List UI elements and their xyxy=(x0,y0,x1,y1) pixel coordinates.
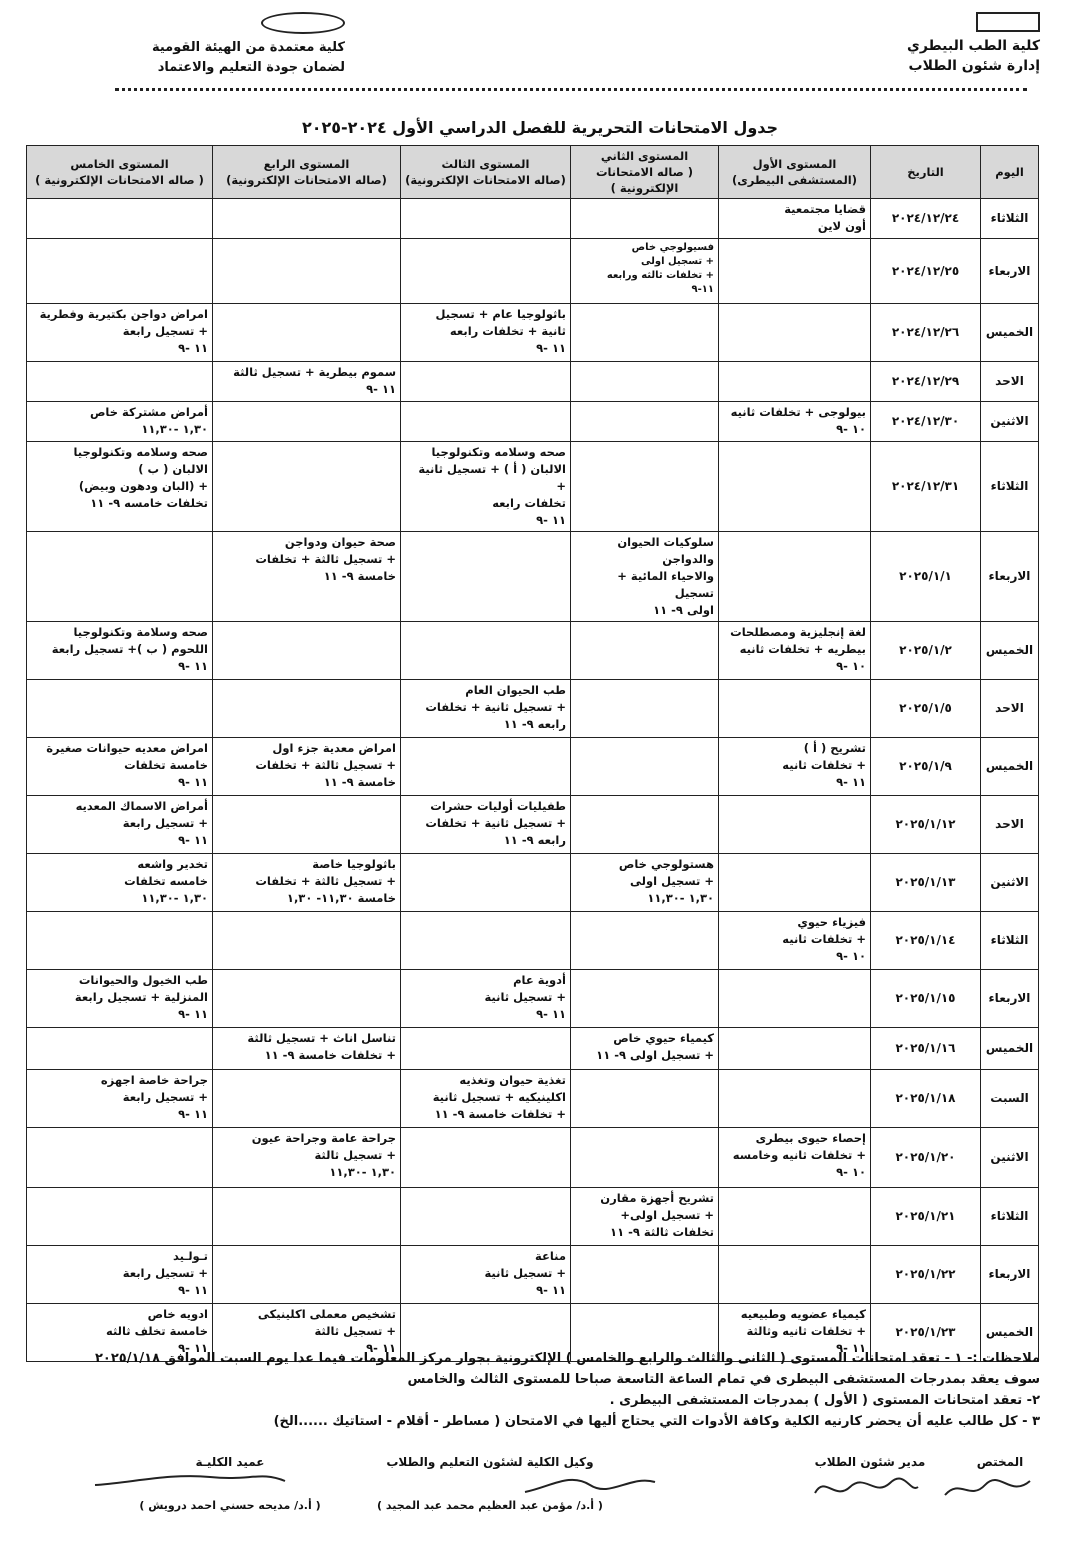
level5-cell: تـولـيد + تسجيل رابعة ١١ -٩ xyxy=(27,1246,213,1304)
level2-cell xyxy=(571,912,719,970)
level5-cell xyxy=(27,1028,213,1070)
day-cell: الخميس xyxy=(981,1028,1039,1070)
level5-cell: ادويه خاص خامسة تخلف ثالثه ١١ -٩ xyxy=(27,1304,213,1362)
level5-cell xyxy=(27,1188,213,1246)
date-cell: ٢٠٢٥/١/٢ xyxy=(871,622,981,680)
col-header-date: التاريخ xyxy=(871,146,981,199)
date-cell: ٢٠٢٥/١/١ xyxy=(871,532,981,622)
schedule-title: جدول الامتحانات التحريرية للفصل الدراسي الأول ٢٠٢٤-٢٠٢٥ xyxy=(301,118,779,137)
col-header-day: اليوم xyxy=(981,146,1039,199)
note-line-1: ملاحظات :- ١ - تعقد امتحانات المستوى ( الثانى والثالث والرابع والخامس ) الإلكترونية بجوار مركز المعلومات فيما عدا يوم السبت الموافق ٢٠٢٥/١/١٨ xyxy=(94,1351,1040,1366)
table-row xyxy=(27,304,1039,362)
day-cell: الاربعاء xyxy=(981,1246,1039,1304)
accreditation-line1: كلية معتمدة من الهيئة القومية xyxy=(151,40,345,55)
day-cell: الاحد xyxy=(981,362,1039,402)
day-cell: الخميس xyxy=(981,304,1039,362)
date-cell: ٢٠٢٥/١/٥ xyxy=(871,680,981,738)
level5-cell: أمراض الاسماك المعديه + تسجيل رابعة ١١ -٩ xyxy=(27,796,213,854)
date-cell: ٢٠٢٥/١/١٣ xyxy=(871,854,981,912)
level2-cell xyxy=(571,1246,719,1304)
level4-cell xyxy=(213,680,401,738)
note-line-3: ٢- تعقد امتحانات المستوى ( الأول ) بمدرجات المستشفى البيطرى . xyxy=(609,1393,1040,1408)
date-cell: ٢٠٢٤/١٢/٣١ xyxy=(871,442,981,532)
dean-scribble-icon xyxy=(90,1463,290,1493)
reviewer-scribble-icon xyxy=(940,1473,1035,1503)
day-cell: الثلاثاء xyxy=(981,199,1039,239)
level5-cell: امراض دواجن بكتيرية وفطرية + تسجيل رابعة ١١ -٩ xyxy=(27,304,213,362)
table-row xyxy=(27,1128,1039,1188)
col-header-level1: المستوى الأول (المستشفى البيطرى) xyxy=(719,146,871,199)
table-row xyxy=(27,680,1039,738)
reviewer-title: المختص xyxy=(976,1455,1024,1469)
level2-cell xyxy=(571,442,719,532)
level4-cell xyxy=(213,199,401,239)
manager-signature xyxy=(810,1455,930,1469)
date-cell: ٢٠٢٥/١/٩ xyxy=(871,738,981,796)
level1-cell xyxy=(719,854,871,912)
level1-cell: فيزياء حيوي + تخلفات ثانيه ١٠ -٩ xyxy=(719,912,871,970)
level1-cell xyxy=(719,304,871,362)
day-cell: الاثنين xyxy=(981,854,1039,912)
level5-cell: تخدير واشعه خامسه تخلفات ١,٣٠ -١١,٣٠ xyxy=(27,854,213,912)
level5-cell: أمراض مشتركة خاص ١,٣٠ -١١,٣٠ xyxy=(27,402,213,442)
table-header-row xyxy=(27,146,1039,199)
level5-cell: صحه وسلامة وتكنولوجيا اللحوم ( ب )+ تسجيل رابعة ١١ -٩ xyxy=(27,622,213,680)
level4-cell xyxy=(213,970,401,1028)
date-cell: ٢٠٢٥/١/١٥ xyxy=(871,970,981,1028)
level1-cell xyxy=(719,532,871,622)
day-cell: الثلاثاء xyxy=(981,1188,1039,1246)
table-row xyxy=(27,622,1039,680)
level1-cell xyxy=(719,1188,871,1246)
day-cell: الثلاثاء xyxy=(981,442,1039,532)
level1-cell: لغة إنجليزية ومصطلحات بيطريه + تخلفات ثانيه ١٠ -٩ xyxy=(719,622,871,680)
level5-cell xyxy=(27,912,213,970)
date-cell: ٢٠٢٤/١٢/٢٩ xyxy=(871,362,981,402)
level3-cell: طفيليات أوليات حشرات + تسجيل ثانية + تخلفات رابعه ٩- ١١ xyxy=(401,796,571,854)
table-row xyxy=(27,912,1039,970)
date-cell: ٢٠٢٥/١/١٢ xyxy=(871,796,981,854)
level4-cell: امراض معدية جزء اول + تسجيل ثالثة + تخلفات خامسة ٩- ١١ xyxy=(213,738,401,796)
level2-cell: تشريح أجهزة مقارن + تسجيل اولى+ تخلفات ثالثة ٩- ١١ xyxy=(571,1188,719,1246)
manager-title: مدير شئون الطلاب xyxy=(814,1455,926,1469)
college-name: كلية الطب البيطري xyxy=(907,38,1040,54)
day-cell: الخميس xyxy=(981,622,1039,680)
level4-cell: جراحة عامة وجراحة عيون + تسجيل ثالثة ١,٣٠ -١١,٣٠ xyxy=(213,1128,401,1188)
day-cell: الاثنين xyxy=(981,1128,1039,1188)
level5-cell xyxy=(27,680,213,738)
level2-cell xyxy=(571,738,719,796)
department-name: إدارة شئون الطلاب xyxy=(908,58,1040,74)
level4-cell xyxy=(213,912,401,970)
level3-cell: صحه وسلامه وتكنولوجيا الالبان ( أ ) + تسجيل ثانية + تخلفات رابعه ١١ -٩ xyxy=(401,442,571,532)
level2-cell xyxy=(571,402,719,442)
date-cell: ٢٠٢٤/١٢/٢٥ xyxy=(871,239,981,304)
level1-cell xyxy=(719,796,871,854)
level2-cell xyxy=(571,796,719,854)
level2-cell: كيمياء حيوي خاص + تسجيل اولى ٩- ١١ xyxy=(571,1028,719,1070)
col-header-level3: المستوى الثالث (صاله الامتحانات الإلكترونية) xyxy=(401,146,571,199)
accreditation-header-left xyxy=(105,12,345,78)
date-cell: ٢٠٢٤/١٢/٣٠ xyxy=(871,402,981,442)
day-cell: الخميس xyxy=(981,738,1039,796)
notes-section xyxy=(30,1348,1040,1432)
col-header-level4: المستوى الرابع (صاله الامتحانات الإلكترونية) xyxy=(213,146,401,199)
date-cell: ٢٠٢٥/١/٢٠ xyxy=(871,1128,981,1188)
level2-cell xyxy=(571,362,719,402)
header-divider xyxy=(115,88,1027,91)
date-cell: ٢٠٢٥/١/٢١ xyxy=(871,1188,981,1246)
manager-scribble-icon xyxy=(810,1473,920,1503)
university-logo-icon xyxy=(976,12,1040,32)
level3-cell: مناعة + تسجيل ثانية ١١ -٩ xyxy=(401,1246,571,1304)
exam-schedule-table xyxy=(26,145,1039,1362)
level4-cell xyxy=(213,442,401,532)
date-cell: ٢٠٢٥/١/١٨ xyxy=(871,1070,981,1128)
accreditation-logo-icon xyxy=(261,12,345,34)
level5-cell xyxy=(27,239,213,304)
level1-cell: كيمياء عضويه وطبيعيه + تخلفات ثانيه وثالثة ١١ -٩ xyxy=(719,1304,871,1362)
level5-cell xyxy=(27,1128,213,1188)
level2-cell xyxy=(571,622,719,680)
level4-cell: صحة حيوان ودواجن + تسجيل ثالثة + تخلفات خامسة ٩- ١١ xyxy=(213,532,401,622)
level4-cell xyxy=(213,304,401,362)
vice-dean-title: وكيل الكلية لشئون التعليم والطلاب xyxy=(386,1455,594,1469)
day-cell: الاربعاء xyxy=(981,970,1039,1028)
level5-cell xyxy=(27,199,213,239)
level3-cell xyxy=(401,1188,571,1246)
level3-cell xyxy=(401,738,571,796)
level4-cell xyxy=(213,622,401,680)
date-cell: ٢٠٢٥/١/١٤ xyxy=(871,912,981,970)
date-cell: ٢٠٢٥/١/١٦ xyxy=(871,1028,981,1070)
level1-cell: إحصاء حيوى بيطرى + تخلفات ثانيه وخامسه ١٠ -٩ xyxy=(719,1128,871,1188)
level2-cell: فسيولوجي خاص + تسجيل اولى + تخلفات ثالثه ورابعه ١١-٩ xyxy=(571,239,719,304)
level1-cell xyxy=(719,1028,871,1070)
level2-cell: سلوكيات الحيوان والدواجن والاحياء المائية + تسجيل اولى ٩- ١١ xyxy=(571,532,719,622)
level3-cell xyxy=(401,402,571,442)
table-row xyxy=(27,1028,1039,1070)
level1-cell xyxy=(719,442,871,532)
level3-cell xyxy=(401,1128,571,1188)
level1-cell xyxy=(719,970,871,1028)
date-cell: ٢٠٢٥/١/٢٣ xyxy=(871,1304,981,1362)
level1-cell: بيولوجى + تخلفات ثانيه ١٠ -٩ xyxy=(719,402,871,442)
date-cell: ٢٠٢٤/١٢/٢٦ xyxy=(871,304,981,362)
level1-cell xyxy=(719,1070,871,1128)
college-header-right xyxy=(800,12,1040,76)
level1-cell: قضايا مجتمعية أون لاين xyxy=(719,199,871,239)
table-row xyxy=(27,402,1039,442)
date-cell: ٢٠٢٥/١/٢٢ xyxy=(871,1246,981,1304)
col-header-level5: المستوى الخامس ( صاله الامتحانات الإلكترونية ) xyxy=(27,146,213,199)
level2-cell xyxy=(571,970,719,1028)
level4-cell xyxy=(213,1070,401,1128)
day-cell: الاحد xyxy=(981,796,1039,854)
dean-title: عميد الكليـة xyxy=(195,1455,265,1469)
level4-cell: سموم بيطرية + تسجيل ثالثة ١١ -٩ xyxy=(213,362,401,402)
level3-cell: طب الحيوان العام + تسجيل ثانية + تخلفات رابعه ٩- ١١ xyxy=(401,680,571,738)
table-row xyxy=(27,442,1039,532)
level4-cell xyxy=(213,239,401,304)
dean-name: ( أ.د/ مديحه حسني احمد درويش ) xyxy=(139,1499,321,1512)
day-cell: الاحد xyxy=(981,680,1039,738)
table-row xyxy=(27,239,1039,304)
table-row xyxy=(27,1188,1039,1246)
day-cell: الخميس xyxy=(981,1304,1039,1362)
level4-cell xyxy=(213,402,401,442)
level5-cell: جراحة خاصة اجهزه + تسجيل رابعة ١١ -٩ xyxy=(27,1070,213,1128)
day-cell: الاربعاء xyxy=(981,532,1039,622)
level2-cell xyxy=(571,1070,719,1128)
day-cell: الاربعاء xyxy=(981,239,1039,304)
level5-cell: صحه وسلامه وتكنولوجيا الالبان ( ب ) + (البان ودهون وبيض) تخلفات خامسه ٩- ١١ xyxy=(27,442,213,532)
table-row xyxy=(27,362,1039,402)
level3-cell: باثولوجيا عام + تسجيل ثانية + تخلفات رابعه ١١ -٩ xyxy=(401,304,571,362)
day-cell: السبت xyxy=(981,1070,1039,1128)
level4-cell xyxy=(213,1188,401,1246)
signatures-section xyxy=(40,1455,1040,1535)
vice-dean-scribble-icon xyxy=(520,1467,660,1497)
table-row xyxy=(27,199,1039,239)
level2-cell: هستولوجي خاص + تسجيل اولى ١,٣٠ -١١,٣٠ xyxy=(571,854,719,912)
level5-cell xyxy=(27,362,213,402)
accreditation-line2: لضمان جودة التعليم والاعتماد xyxy=(157,60,345,75)
table-row xyxy=(27,854,1039,912)
level3-cell: تغذية حيوان وتغذيه اكلينيكيه + تسجيل ثانية + تخلفات خامسة ٩- ١١ xyxy=(401,1070,571,1128)
col-header-level2: المستوى الثاني ( صاله الامتحانات الإلكترونية ) xyxy=(571,146,719,199)
note-line-4: ٣ - كل طالب عليه أن يحضر كارنيه الكلية وكافة الأدوات التي يحتاج أليها في الامتحان ( مساطر - أقلام - استاتيك ......الخ) xyxy=(273,1414,1040,1429)
level1-cell: تشريح ( أ ) + تخلفات ثانيه ١١ -٩ xyxy=(719,738,871,796)
level1-cell xyxy=(719,362,871,402)
level4-cell: باثولوجيا خاصة + تسجيل ثالثة + تخلفات خامسة ١١,٣٠- ١,٣٠ xyxy=(213,854,401,912)
level5-cell: طب الخيول والحيوانات المنزلية + تسجيل رابعة ١١ -٩ xyxy=(27,970,213,1028)
table-row xyxy=(27,738,1039,796)
table-row xyxy=(27,970,1039,1028)
level4-cell: تناسل اناث + تسجيل ثالثة + تخلفات خامسة ٩- ١١ xyxy=(213,1028,401,1070)
level4-cell xyxy=(213,1246,401,1304)
level3-cell xyxy=(401,362,571,402)
table-row xyxy=(27,1246,1039,1304)
level5-cell: امراض معديه حيوانات صغيرة خامسة تخلفات ١١ -٩ xyxy=(27,738,213,796)
table-row xyxy=(27,1070,1039,1128)
level4-cell xyxy=(213,796,401,854)
level1-cell xyxy=(719,239,871,304)
level3-cell: أدوية عام + تسجيل ثانية ١١ -٩ xyxy=(401,970,571,1028)
note-line-2: سوف يعقد بمدرجات المستشفى البيطرى في تمام الساعة التاسعة صباحا للمستوى الثالث والخامس xyxy=(407,1372,1040,1387)
vice-dean-name: ( أ.د/ مؤمن عبد العظيم محمد عبد المجيد ) xyxy=(377,1499,603,1512)
level3-cell xyxy=(401,1028,571,1070)
level5-cell xyxy=(27,532,213,622)
level1-cell xyxy=(719,680,871,738)
level3-cell xyxy=(401,239,571,304)
level1-cell xyxy=(719,1246,871,1304)
level3-cell xyxy=(401,854,571,912)
level3-cell xyxy=(401,622,571,680)
level3-cell xyxy=(401,912,571,970)
level2-cell xyxy=(571,1128,719,1188)
level3-cell xyxy=(401,532,571,622)
reviewer-signature xyxy=(960,1455,1040,1469)
day-cell: الاثنين xyxy=(981,402,1039,442)
day-cell: الثلاثاء xyxy=(981,912,1039,970)
level2-cell xyxy=(571,199,719,239)
table-row xyxy=(27,532,1039,622)
level2-cell xyxy=(571,680,719,738)
level3-cell xyxy=(401,199,571,239)
date-cell: ٢٠٢٤/١٢/٢٤ xyxy=(871,199,981,239)
level2-cell xyxy=(571,304,719,362)
table-row xyxy=(27,796,1039,854)
level4-cell: تشخيص معملى اكلينيكى + تسجيل ثالثة ١١ -٩ xyxy=(213,1304,401,1362)
